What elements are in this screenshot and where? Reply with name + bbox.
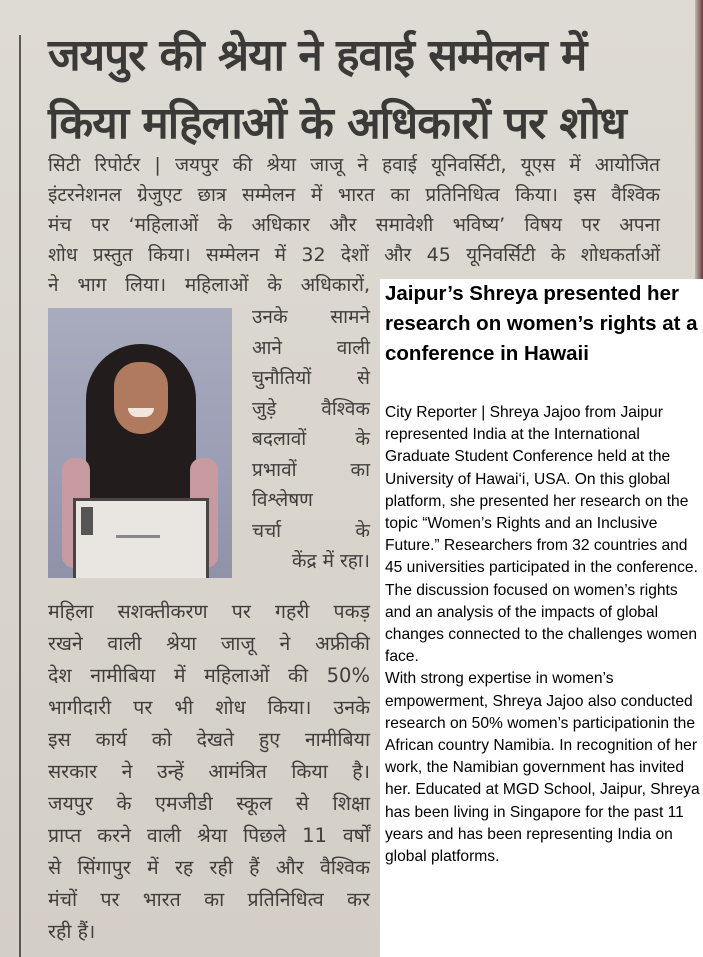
text-line: विश्लेषण xyxy=(252,489,313,511)
body-line: ने भाग लिया। महिलाओं के अधिकारों, xyxy=(48,274,370,296)
text-line: प्राप्त करने वाली श्रेया पिछले 11 वर्षों xyxy=(48,824,370,847)
headline-line-2: किया महिलाओं के अधिकारों पर शोध xyxy=(48,98,626,149)
body-line: इंटरनेशनल ग्रेजुएट छात्र सम्मेलन में भारत का प्रतिनिधित्व किया। इस वैश्विक xyxy=(48,184,660,206)
text-line: जुड़े वैश्विक xyxy=(252,397,370,420)
translation-paragraph: With strong expertise in women’s empowerment, Shreya Jajoo also conducted research on 50% women’s participationin the African country Namibia. In recognition of her work, the Namibian government has invited her. Educated at MGD School, Jaipur, Shreya has been living in Singapore for the past 11 years and has been representing India on global platforms. xyxy=(385,670,700,866)
narrow-column-text xyxy=(252,302,370,577)
text-line: देश नामीबिया में महिलाओं की 50% xyxy=(48,664,370,687)
text-line: सरकार ने उन्हें आमंत्रित किया है। xyxy=(48,760,370,783)
text-line: उनके सामने xyxy=(252,306,370,328)
article-photo xyxy=(48,308,232,578)
text-line: इस कार्य को देखते हुए नामीबिया xyxy=(48,728,370,751)
text-line: मंचों पर भारत का प्रतिनिधित्व कर xyxy=(48,888,370,911)
translation-paragraph: City Reporter | Shreya Jajoo from Jaipur represented India at the International Graduate Student Conference held at the University of Hawai‘i, USA. On this global platform, she presented her research on the topic “Women’s Rights and an Inclusive Future.” Researchers from 32 countries and 45 universities participated in the conference. The discussion focused on women’s rights and an analysis of the impacts of global changes connected to the challenges women face. xyxy=(385,404,698,666)
column-divider xyxy=(19,35,21,957)
english-translation-box xyxy=(380,279,703,957)
text-line: रखने वाली श्रेया जाजू ने अफ्रीकी xyxy=(48,632,370,655)
certificate xyxy=(73,498,209,578)
text-line: आने वाली xyxy=(252,336,370,359)
body-line: मंच पर ‘महिलाओं के अधिकार और समावेशी भविष्य’ विषय पर अपना xyxy=(48,214,660,236)
text-line: बदलावों के xyxy=(252,428,370,450)
translation-body xyxy=(385,402,701,868)
body-line: शोध प्रस्तुत किया। सम्मेलन में 32 देशों और 45 यूनिवर्सिटी के शोधकर्ताओं xyxy=(48,244,660,266)
text-line: से सिंगापुर में रह रही हैं और वैश्विक xyxy=(48,856,370,879)
body-line: सिटी रिपोर्टर | जयपुर की श्रेया जाजू ने हवाई यूनिवर्सिटी, यूएस में आयोजित xyxy=(48,154,660,176)
translation-title: Jaipur’s Shreya presented her research on women’s rights at a conference in Hawaii xyxy=(385,282,698,365)
page-edge xyxy=(695,0,703,300)
text-line: केंद्र में रहा। xyxy=(291,550,370,572)
text-line: चुनौतियों से xyxy=(252,367,370,389)
headline-line-1: जयपुर की श्रेया ने हवाई सम्मेलन में xyxy=(48,30,587,81)
text-line: जयपुर के एमजीडी स्कूल से शिक्षा xyxy=(48,792,370,815)
text-line: भागीदारी पर भी शोध किया। उनके xyxy=(48,696,370,719)
bottom-paragraph xyxy=(48,596,370,948)
text-line: रही हैं। xyxy=(48,920,96,943)
text-line: चर्चा के xyxy=(252,519,370,542)
text-line: प्रभावों का xyxy=(252,458,370,481)
text-line: महिला सशक्तीकरण पर गहरी पकड़ xyxy=(48,600,370,623)
